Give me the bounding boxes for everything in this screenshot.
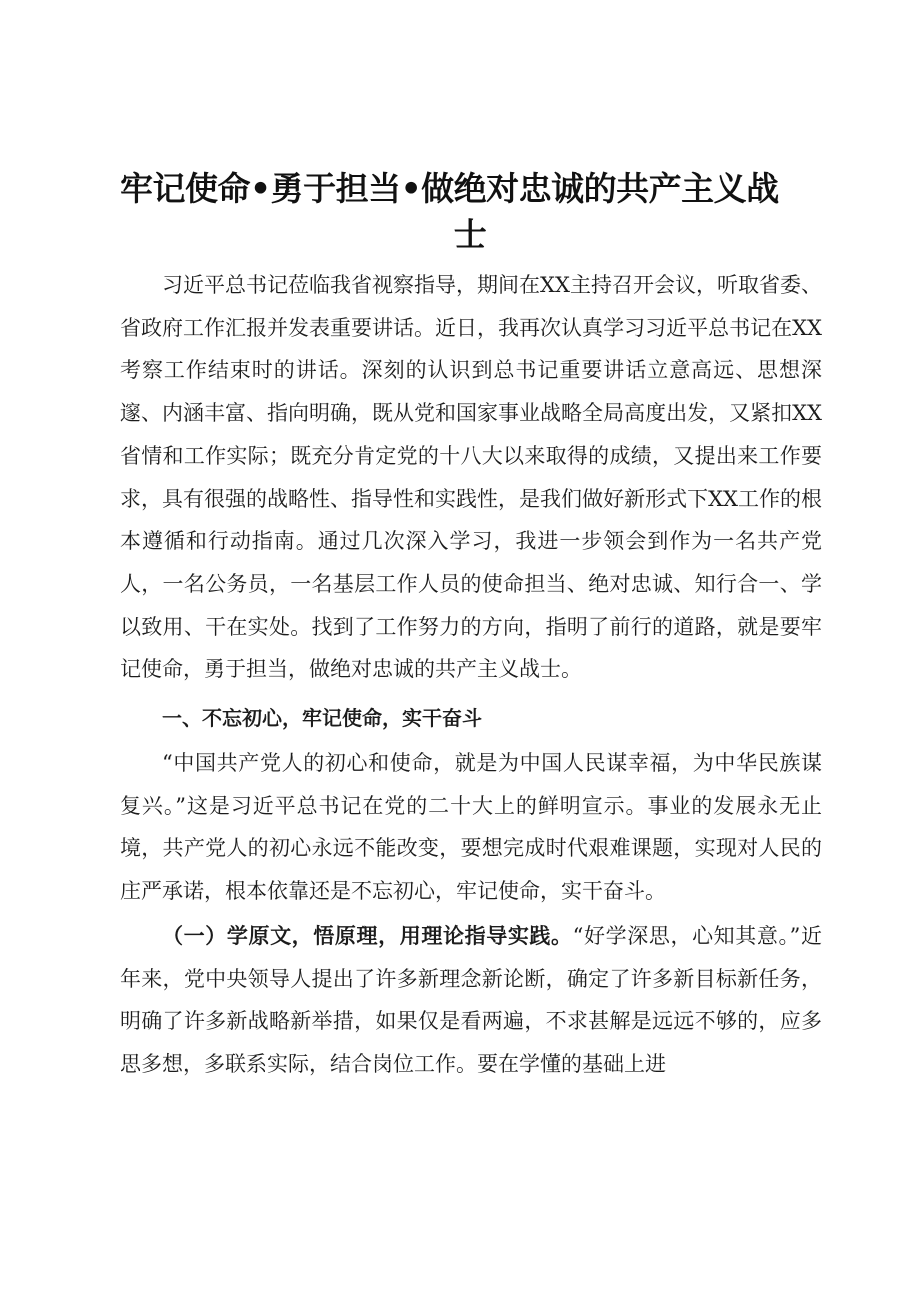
title-line-1: 牢记使命•勇于担当•做绝对忠诚的共产主义战 (120, 169, 779, 208)
subsection-1-paragraph (120, 915, 822, 1086)
intro-paragraph: 习近平总书记莅临我省视察指导，期间在XX主持召开会议，听取省委、省政府工作汇报并发表重要讲话。近日，我再次认真学习习近平总书记在XX考察工作结束时的讲话。深刻的认识到总书记重要讲话立意高远、思想深邃、内涵丰富、指向明确，既从党和国家事业战略全局高度出发，又紧扣XX省情和工作实际；既充分肯定党的十八大以来取得的成绩，又提出来工作要求，具有很强的战略性、指导性和实践性，是我们做好新形式下XX工作的根本遵循和行动指南。通过几次深入学习，我进一步领会到作为一名共产党人，一名公务员，一名基层工作人员的使命担当、绝对忠诚、知行合一、学以致用、干在实处。找到了工作努力的方向，指明了前行的道路，就是要牢记使命，勇于担当，做绝对忠诚的共产主义战士。 (120, 273, 822, 682)
document-title (110, 166, 830, 258)
subsection-1-text: “好学深思，心知其意。”近年来，党中央领导人提出了许多新理念新论断，确定了许多新目标新任务，明确了许多新战略新举措，如果仅是看两遍，不求甚解是远远不够的，应多思多想，多联系实际，结合岗位工作。要在学懂的基础上进 (120, 924, 822, 1077)
title-line-2: 士 (453, 215, 487, 254)
section-1-paragraph: “中国共产党人的初心和使命，就是为中国人民谋幸福，为中华民族谋复兴。”这是习近平总书记在党的二十大上的鲜明宣示。事业的发展永无止境，共产党人的初心永远不能改变，要想完成时代艰难课题，实现对人民的庄严承诺，根本依靠还是不忘初心，牢记使命，实干奋斗。 (120, 751, 822, 904)
subsection-heading-1: （一）学原文，悟原理，用理论指导实践。 (162, 924, 573, 948)
section-heading-1: 一、不忘初心，牢记使命，实干奋斗 (162, 706, 482, 730)
